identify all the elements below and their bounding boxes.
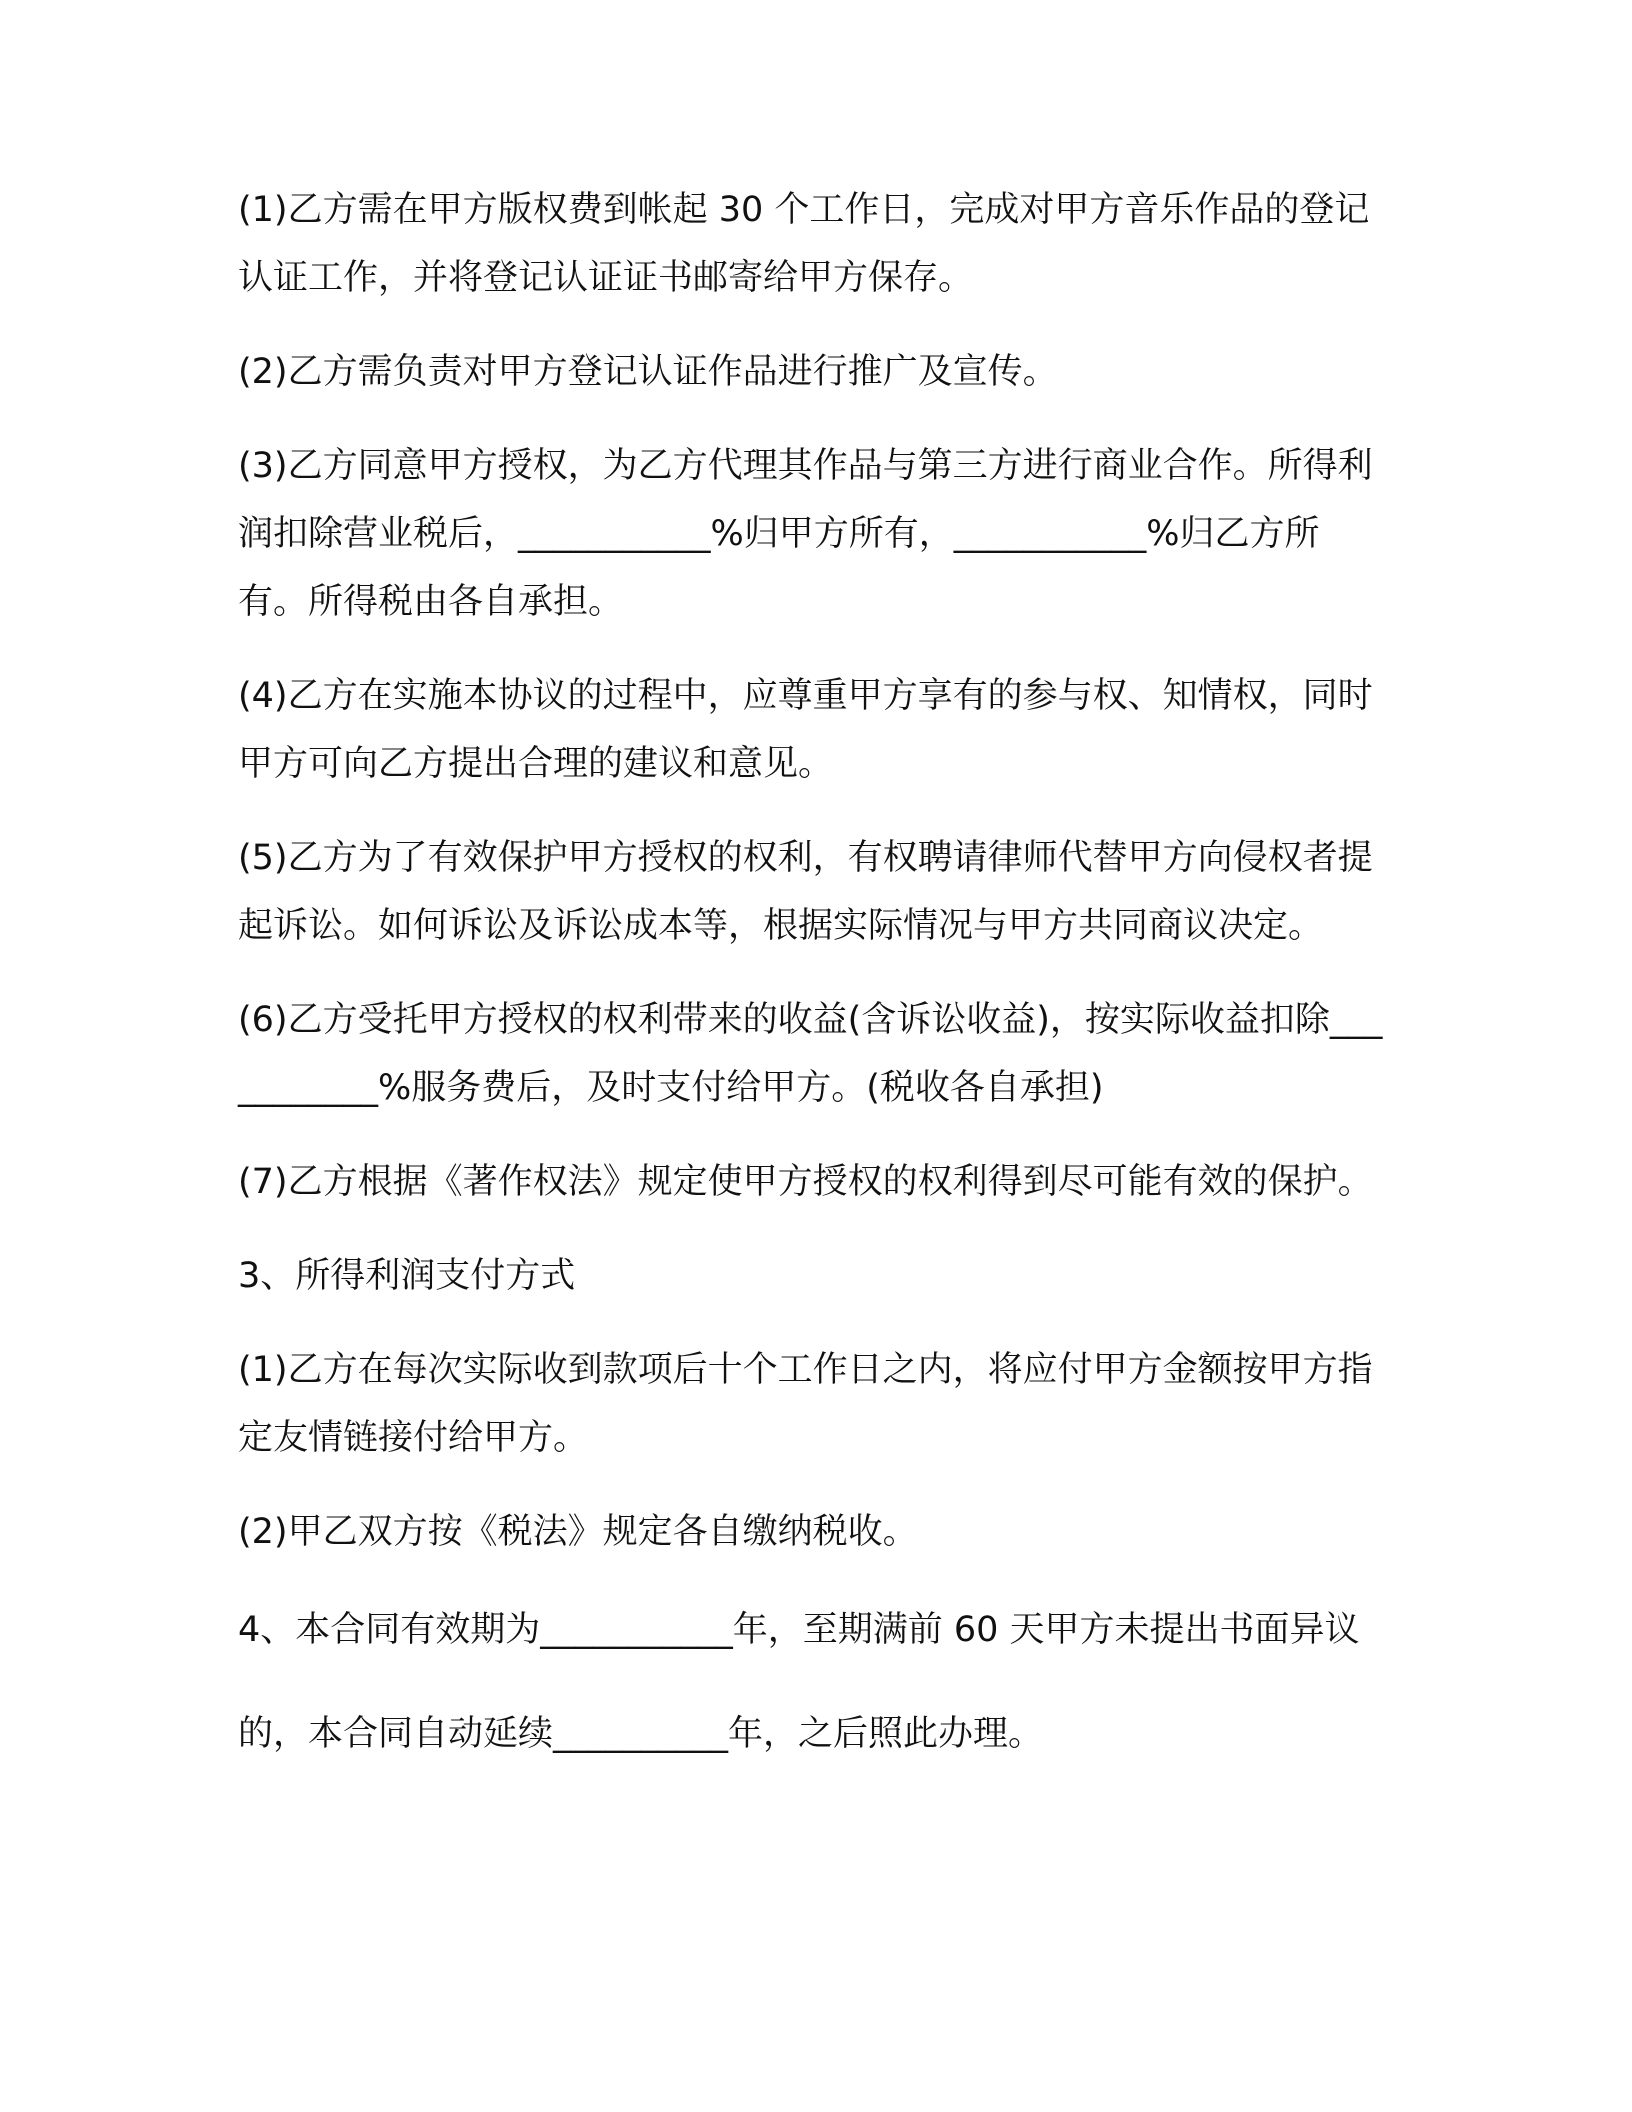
payment-clause-1: (1)乙方在每次实际收到款项后十个工作日之内，将应付甲方金额按甲方指定友情链接付给甲方。 [238,1350,1373,1458]
payment-clause-2: (2)甲乙双方按《税法》规定各自缴纳税收。 [238,1512,918,1552]
clause-6: (6)乙方受托甲方授权的权利带来的收益(含诉讼收益)，按实际收益扣除___________%服务费后，及时支付给甲方。(税收各自承担) [238,1000,1383,1108]
clause-7: (7)乙方根据《著作权法》规定使甲方授权的权利得到尽可能有效的保护。 [238,1162,1373,1202]
section-term-validity: 4、本合同有效期为___________年，至期满前 60 天甲方未提出书面异议的，本合同自动延续__________年，之后照此办理。 [238,1610,1360,1754]
clause-1: (1)乙方需在甲方版权费到帐起 30 个工作日，完成对甲方音乐作品的登记认证工作，并将登记认证证书邮寄给甲方保存。 [238,190,1370,298]
document-page [238,176,1388,1812]
clause-5: (5)乙方为了有效保护甲方授权的权利，有权聘请律师代替甲方向侵权者提起诉讼。如何诉讼及诉讼成本等，根据实际情况与甲方共同商议决定。 [238,838,1373,946]
section-heading-payment: 3、所得利润支付方式 [238,1256,576,1296]
clause-2: (2)乙方需负责对甲方登记认证作品进行推广及宣传。 [238,352,1058,392]
clause-3: (3)乙方同意甲方授权，为乙方代理其作品与第三方进行商业合作。所得利润扣除营业税后，___________%归甲方所有，___________%归乙方所有。所得税由各自承担。 [238,446,1373,622]
clause-4: (4)乙方在实施本协议的过程中，应尊重甲方享有的参与权、知情权，同时甲方可向乙方提出合理的建议和意见。 [238,676,1373,784]
